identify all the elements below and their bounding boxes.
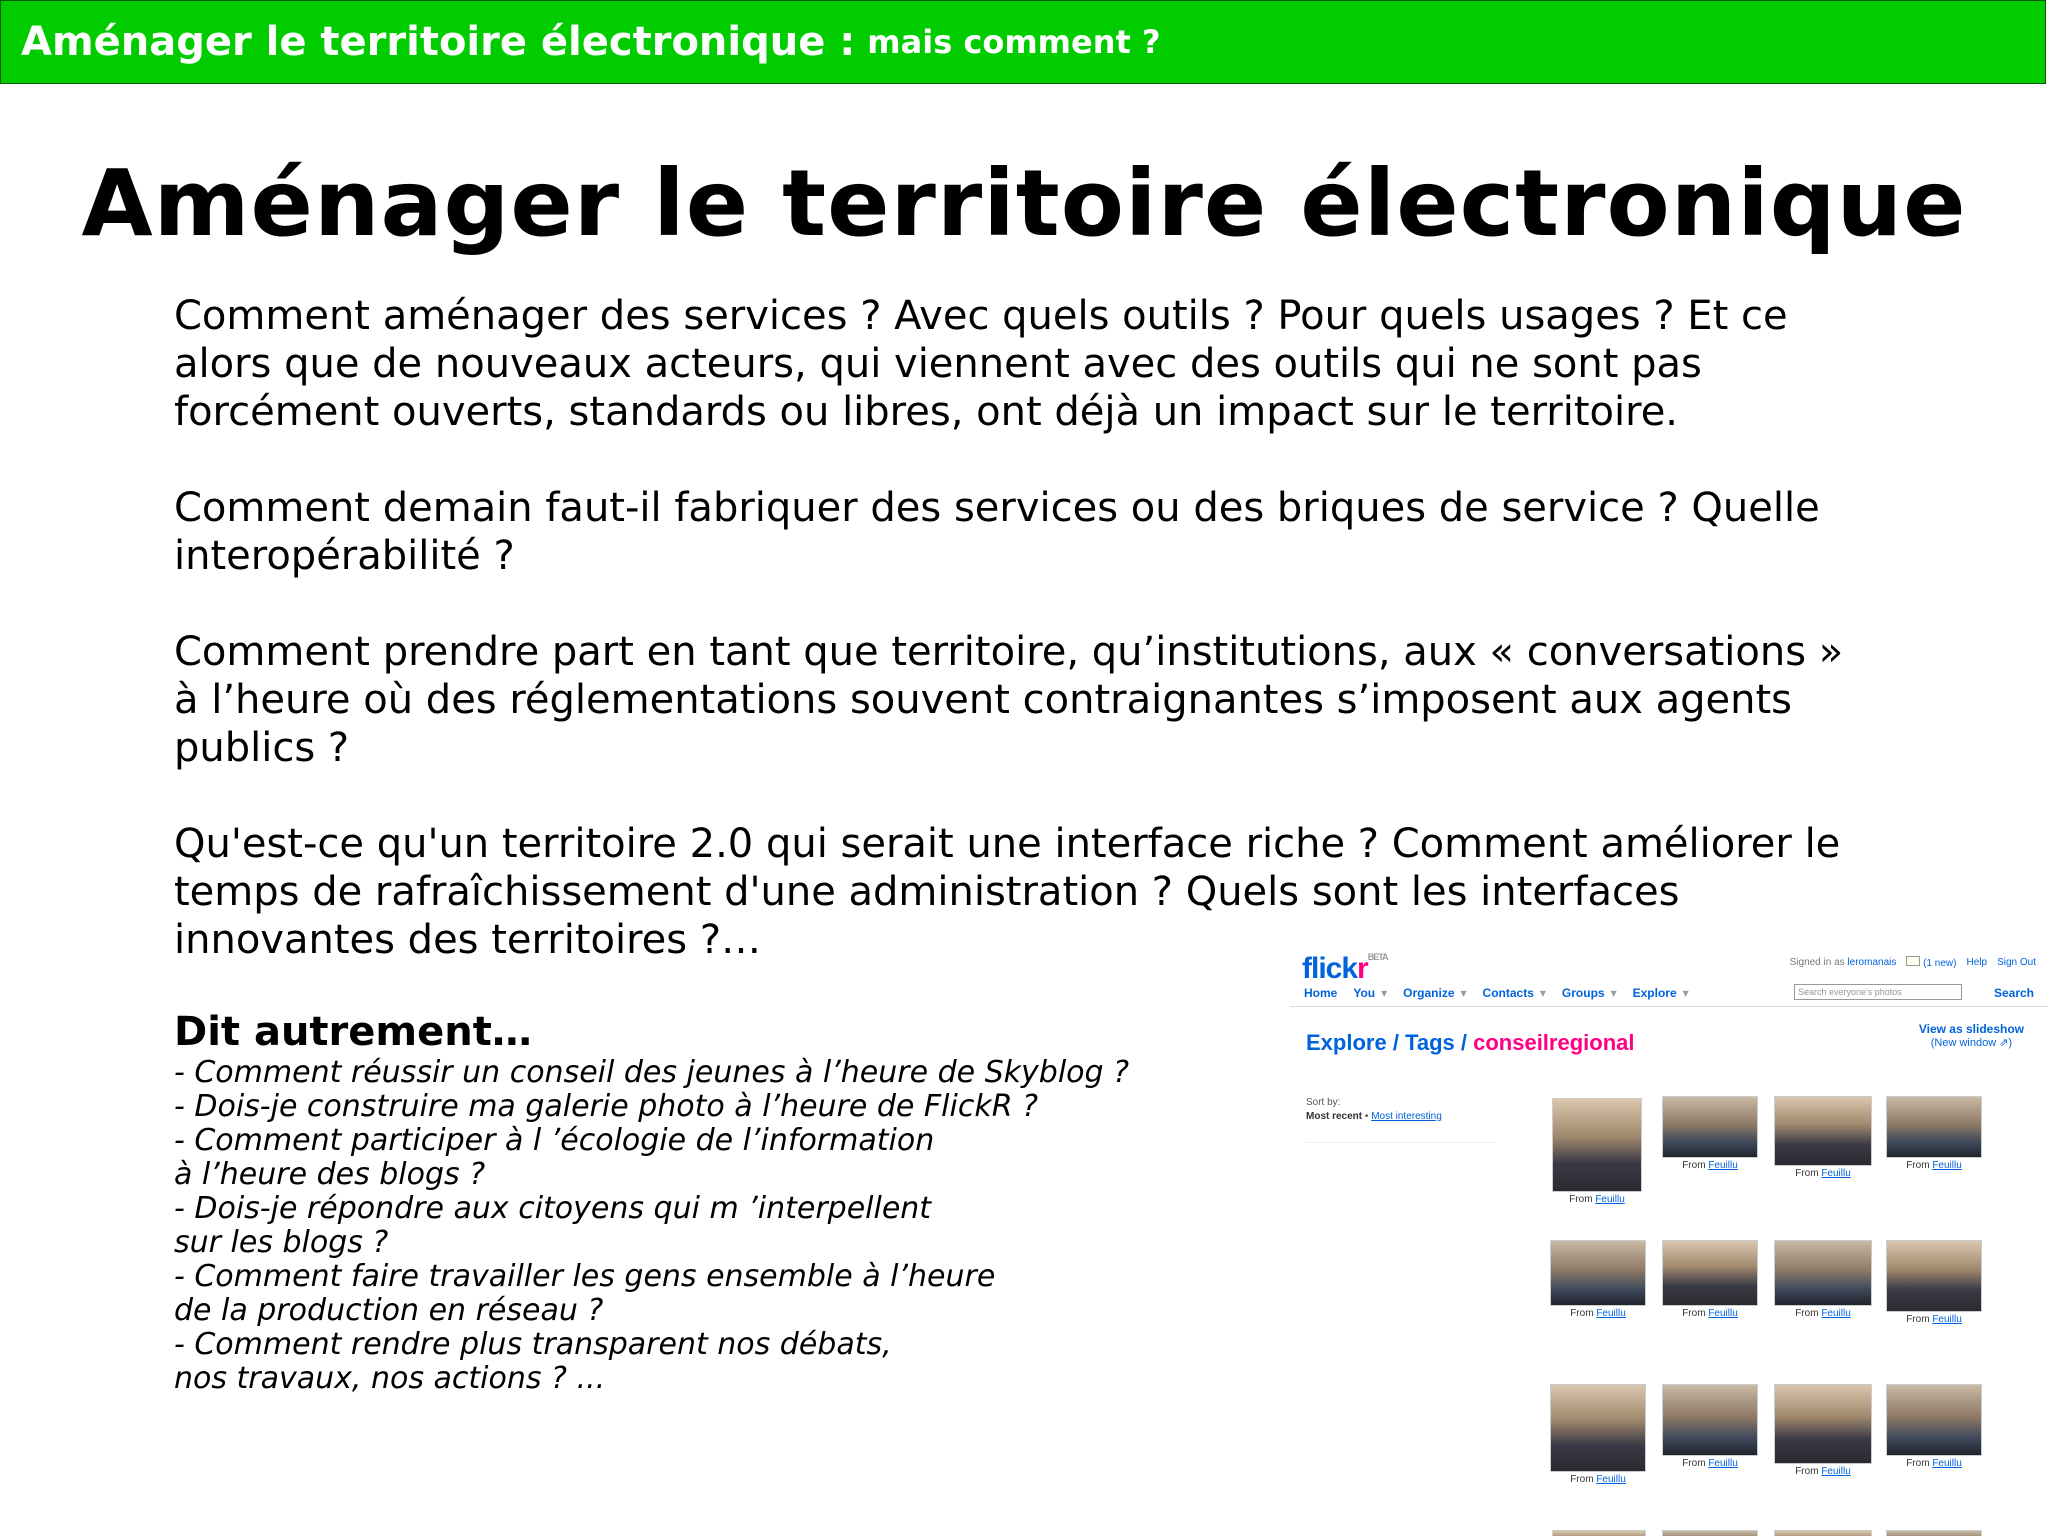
sort-most-interesting[interactable]: Most interesting: [1371, 1111, 1442, 1122]
photo[interactable]: [1774, 1096, 1872, 1166]
slideshow-link[interactable]: [1919, 1022, 2024, 1050]
photo-thumbnail[interactable]: [1886, 1240, 1982, 1325]
slide-title: Aménager le territoire électronique: [81, 150, 1967, 257]
nav-groups[interactable]: [1562, 986, 1617, 1000]
photo[interactable]: [1886, 1240, 1982, 1312]
divider: [1290, 1006, 2048, 1007]
from-user-link[interactable]: Feuillu: [1596, 1474, 1626, 1485]
alt-list: [174, 1056, 1234, 1396]
photo-caption: [1662, 1308, 1758, 1319]
photo-caption: [1886, 1314, 1982, 1325]
flickr-logo-part: flick: [1302, 952, 1358, 985]
list-item-line: - Comment rendre plus transparent nos débats,: [174, 1327, 892, 1362]
from-label: From: [1906, 1160, 1930, 1171]
list-item-line: - Dois-je construire ma galerie photo à l’heure de FlickR ?: [174, 1089, 1039, 1124]
list-item-line: nos travaux, nos actions ? ...: [174, 1361, 606, 1396]
photo-caption: [1774, 1466, 1872, 1477]
header-bar: [0, 0, 2046, 84]
photo-thumbnail[interactable]: [1886, 1384, 1982, 1469]
list-item-line: - Comment faire travailler les gens ensemble à l’heure: [174, 1259, 996, 1294]
nav-contacts[interactable]: [1483, 986, 1546, 1000]
list-item: [174, 1328, 1234, 1396]
list-item: [174, 1124, 1234, 1192]
slideshow-label: View as slideshow: [1918, 1022, 2024, 1036]
list-item-line: sur les blogs ?: [174, 1225, 389, 1260]
chevron-down-icon[interactable]: ▾: [1539, 986, 1546, 1000]
from-label: From: [1795, 1308, 1819, 1319]
from-user-link[interactable]: Feuillu: [1932, 1458, 1962, 1469]
photo-thumbnail[interactable]: [1886, 1530, 1982, 1536]
paragraph: Comment demain faut-il fabriquer des services ou des briques de service ? Quelle interopérabilité ?: [174, 485, 1820, 579]
from-label: From: [1570, 1474, 1594, 1485]
from-user-link[interactable]: Feuillu: [1821, 1168, 1851, 1179]
sort-label: Sort by:: [1306, 1097, 1341, 1108]
flickr-account-bar: [1790, 956, 2036, 969]
list-item-line: à l’heure des blogs ?: [174, 1157, 486, 1192]
photo-thumbnail[interactable]: [1774, 1240, 1872, 1319]
photo-caption: [1774, 1168, 1872, 1179]
photo[interactable]: [1552, 1098, 1642, 1192]
breadcrumb-tag: conseilregional: [1473, 1030, 1635, 1055]
nav-home[interactable]: [1304, 986, 1337, 1000]
photo[interactable]: [1886, 1384, 1982, 1456]
sort-separator: •: [1362, 1111, 1372, 1122]
from-label: From: [1906, 1458, 1930, 1469]
photo-thumbnail[interactable]: [1550, 1240, 1646, 1319]
list-item-line: - Comment participer à l ’écologie de l’information: [174, 1123, 935, 1158]
from-user-link[interactable]: Feuillu: [1821, 1466, 1851, 1477]
photo-thumbnail[interactable]: [1662, 1530, 1758, 1536]
photo[interactable]: [1662, 1384, 1758, 1456]
breadcrumb-tags[interactable]: Tags: [1405, 1030, 1455, 1055]
from-user-link[interactable]: Feuillu: [1596, 1308, 1626, 1319]
photo-thumbnail[interactable]: [1774, 1530, 1872, 1536]
nav-label: Contacts: [1482, 986, 1534, 1000]
from-label: From: [1795, 1168, 1819, 1179]
from-user-link[interactable]: Feuillu: [1708, 1458, 1738, 1469]
from-label: From: [1682, 1160, 1706, 1171]
photo-thumbnail[interactable]: [1774, 1096, 1872, 1179]
from-label: From: [1682, 1308, 1706, 1319]
from-user-link[interactable]: Feuillu: [1932, 1314, 1962, 1325]
flickr-logo[interactable]: [1302, 952, 1388, 986]
chevron-down-icon[interactable]: ▾: [1610, 986, 1617, 1000]
photo[interactable]: [1550, 1384, 1646, 1472]
from-user-link[interactable]: Feuillu: [1932, 1160, 1962, 1171]
header-subtitle: mais comment ?: [867, 23, 1161, 61]
list-item: [174, 1192, 1234, 1260]
photo[interactable]: [1552, 1530, 1646, 1536]
photo-thumbnail[interactable]: [1550, 1384, 1646, 1485]
breadcrumb: [1306, 1030, 1635, 1056]
from-user-link[interactable]: Feuillu: [1595, 1194, 1625, 1205]
sort-current: Most recent: [1306, 1111, 1363, 1122]
from-user-link[interactable]: Feuillu: [1821, 1308, 1851, 1319]
flickr-screenshot: [1290, 946, 2048, 1536]
photo-thumbnail[interactable]: [1662, 1384, 1758, 1469]
list-item: [174, 1090, 1234, 1124]
alt-block: [174, 1008, 1234, 1396]
chevron-down-icon[interactable]: ▾: [1381, 986, 1388, 1000]
paragraph: Comment prendre part en tant que territoire, qu’institutions, aux « conversations » à l’heure où des réglementations souvent contraignantes s’imposent aux agents publics ?: [174, 629, 1844, 771]
photo-caption: [1886, 1458, 1982, 1469]
breadcrumb-explore[interactable]: Explore: [1306, 1030, 1387, 1055]
photo[interactable]: [1774, 1240, 1872, 1306]
nav-organize[interactable]: [1403, 986, 1466, 1000]
photo[interactable]: [1550, 1240, 1646, 1306]
photo-thumbnail[interactable]: [1552, 1098, 1642, 1205]
list-item: [174, 1056, 1234, 1090]
photo[interactable]: [1662, 1240, 1758, 1306]
photo-caption: [1662, 1458, 1758, 1469]
photo[interactable]: [1886, 1530, 1982, 1536]
flickr-nav: [1304, 986, 1689, 1000]
from-user-link[interactable]: Feuillu: [1708, 1308, 1738, 1319]
photo-caption: [1774, 1308, 1872, 1319]
body-text: [174, 292, 1854, 1012]
photo-thumbnail[interactable]: [1662, 1240, 1758, 1319]
user-link[interactable]: leromanais: [1847, 957, 1897, 968]
signed-in-label: Signed in as: [1789, 957, 1845, 968]
new-window-label: (New window ⇗): [1930, 1037, 2013, 1049]
photo[interactable]: [1662, 1530, 1758, 1536]
chevron-down-icon[interactable]: ▾: [1460, 986, 1467, 1000]
list-item-line: - Comment réussir un conseil des jeunes à l’heure de Skyblog ?: [174, 1055, 1130, 1090]
photo-caption: [1886, 1160, 1982, 1171]
list-item-line: - Dois-je répondre aux citoyens qui m ’interpellent: [174, 1191, 932, 1226]
photo-caption: [1552, 1194, 1642, 1205]
photo-thumbnail[interactable]: [1662, 1096, 1758, 1171]
flickr-beta-label: BETA: [1367, 952, 1388, 962]
flickr-search-button[interactable]: Search: [1993, 986, 2034, 1000]
chevron-down-icon[interactable]: ▾: [1682, 986, 1689, 1000]
photo[interactable]: [1886, 1096, 1982, 1158]
nav-label: Groups: [1561, 986, 1605, 1000]
sort-control: [1306, 1096, 1442, 1124]
photo-thumbnail[interactable]: [1552, 1530, 1646, 1536]
from-user-link[interactable]: Feuillu: [1708, 1160, 1738, 1171]
photo[interactable]: [1774, 1530, 1872, 1536]
nav-label: Explore: [1632, 986, 1677, 1000]
divider: [1306, 1142, 1496, 1143]
photo-caption: [1662, 1160, 1758, 1171]
from-label: From: [1569, 1194, 1593, 1205]
photo-thumbnail[interactable]: [1774, 1384, 1872, 1477]
new-mail-link[interactable]: (1 new): [1923, 958, 1957, 969]
paragraph: Qu'est-ce qu'un territoire 2.0 qui serait une interface riche ? Comment améliorer le temps de rafraîchissement d'une administration ? Quels sont les interfaces innovantes des territoires ?…: [174, 821, 1841, 963]
nav-label: Home: [1304, 986, 1338, 1000]
nav-label: Organize: [1403, 986, 1455, 1000]
flickr-logo-part: r: [1357, 952, 1368, 985]
breadcrumb-separator: /: [1386, 1030, 1406, 1055]
help-link[interactable]: Help: [1966, 957, 1988, 968]
from-label: From: [1682, 1458, 1706, 1469]
mail-icon[interactable]: [1906, 956, 1920, 966]
header-title: Aménager le territoire électronique :: [21, 19, 856, 65]
from-label: From: [1906, 1314, 1930, 1325]
list-item: [174, 1260, 1234, 1328]
photo-thumbnail[interactable]: [1886, 1096, 1982, 1171]
list-item-line: de la production en réseau ?: [174, 1293, 604, 1328]
sign-out-link[interactable]: Sign Out: [1997, 957, 2036, 968]
nav-label: You: [1353, 986, 1376, 1000]
alt-heading: Dit autrement…: [174, 1009, 532, 1055]
nav-you[interactable]: [1353, 986, 1387, 1000]
photo-caption: [1550, 1308, 1646, 1319]
from-label: From: [1795, 1466, 1819, 1477]
from-label: From: [1570, 1308, 1594, 1319]
paragraph: Comment aménager des services ? Avec quels outils ? Pour quels usages ? Et ce alors que de nouveaux acteurs, qui viennent avec des outils qui ne sont pas forcément ouverts, standards ou libres, ont déjà un impact sur le territoire.: [174, 293, 1788, 435]
photo[interactable]: [1662, 1096, 1758, 1158]
photo-caption: [1550, 1474, 1646, 1485]
breadcrumb-separator: /: [1454, 1030, 1474, 1055]
flickr-search-input[interactable]: Search everyone's photos: [1794, 984, 1962, 1000]
nav-explore[interactable]: [1633, 986, 1689, 1000]
photo[interactable]: [1774, 1384, 1872, 1464]
